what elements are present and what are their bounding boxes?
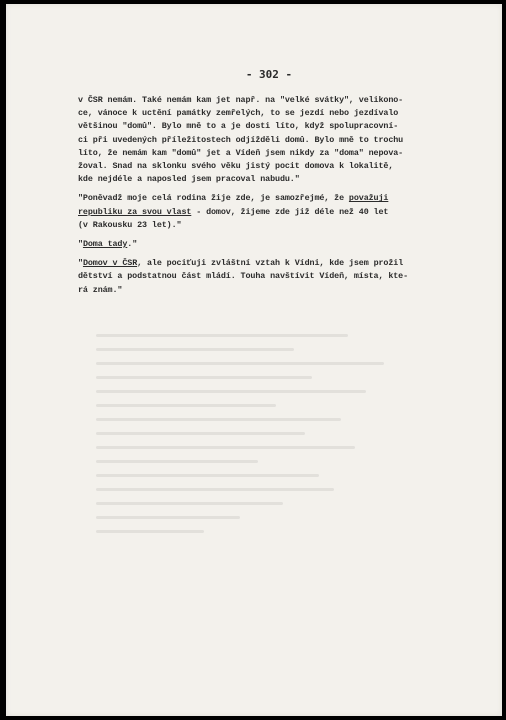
paragraph-3 <box>78 238 474 251</box>
body-text <box>78 94 474 303</box>
bleed-through-texture <box>96 334 456 634</box>
text-line <box>78 206 474 219</box>
page-number: - 302 - <box>245 68 293 81</box>
text-line: ce, vánoce k uctění památky zemřelých, to se jezdí nebo jezdívalo <box>78 108 399 119</box>
text-line: v ČSR nemám. Také nemám kam jet např. na "velké svátky", velikono- <box>78 95 404 105</box>
underlined-text: Doma tady <box>82 239 128 250</box>
underlined-text: republiku za svou vlast <box>78 206 192 217</box>
quote-mark: ." <box>127 239 138 250</box>
underlined-text: považuji <box>348 193 389 204</box>
text-line: dětství a podstatnou část mládí. Touha navštívit Vídeň, místa, kte- <box>78 271 409 282</box>
text-segment: "Poněvadž moje celá rodina žije zde, je samozřejmé, že <box>78 193 349 204</box>
text-line: ci při uvedených příležitostech odjížděli domů. Bylo mně to trochu <box>78 134 404 145</box>
text-line: kde nejdéle a naposled jsem pracoval nabudu." <box>78 174 300 185</box>
text-line: rá znám." <box>78 284 123 295</box>
text-segment: , ale pociťuji zvláštní vztah k Vídni, kde jsem prožil <box>137 258 404 269</box>
text-segment: - domov, žijeme zde již déle než 40 let <box>191 206 389 217</box>
quote-mark: " <box>78 258 83 269</box>
quote-mark: " <box>78 239 83 250</box>
text-line: většinou "domů". Bylo mně to a je dosti líto, když spolupracovní- <box>78 121 399 132</box>
paragraph-1 <box>78 94 474 186</box>
paragraph-2 <box>78 192 474 232</box>
paragraph-4 <box>78 257 474 297</box>
document-page <box>6 4 502 716</box>
text-line: líto, že nemám kam "domů" jet a Vídeň jsem nikdy za "doma" nepova- <box>78 147 404 158</box>
text-line <box>78 238 474 251</box>
text-line <box>78 192 474 205</box>
text-line: žoval. Snad na sklonku svého věku jistý pocit domova k lokalitě, <box>78 161 394 172</box>
text-line <box>78 257 474 270</box>
underlined-text: Domov v ČSR <box>82 258 138 269</box>
text-line: (v Rakousku 23 let)." <box>78 219 182 230</box>
